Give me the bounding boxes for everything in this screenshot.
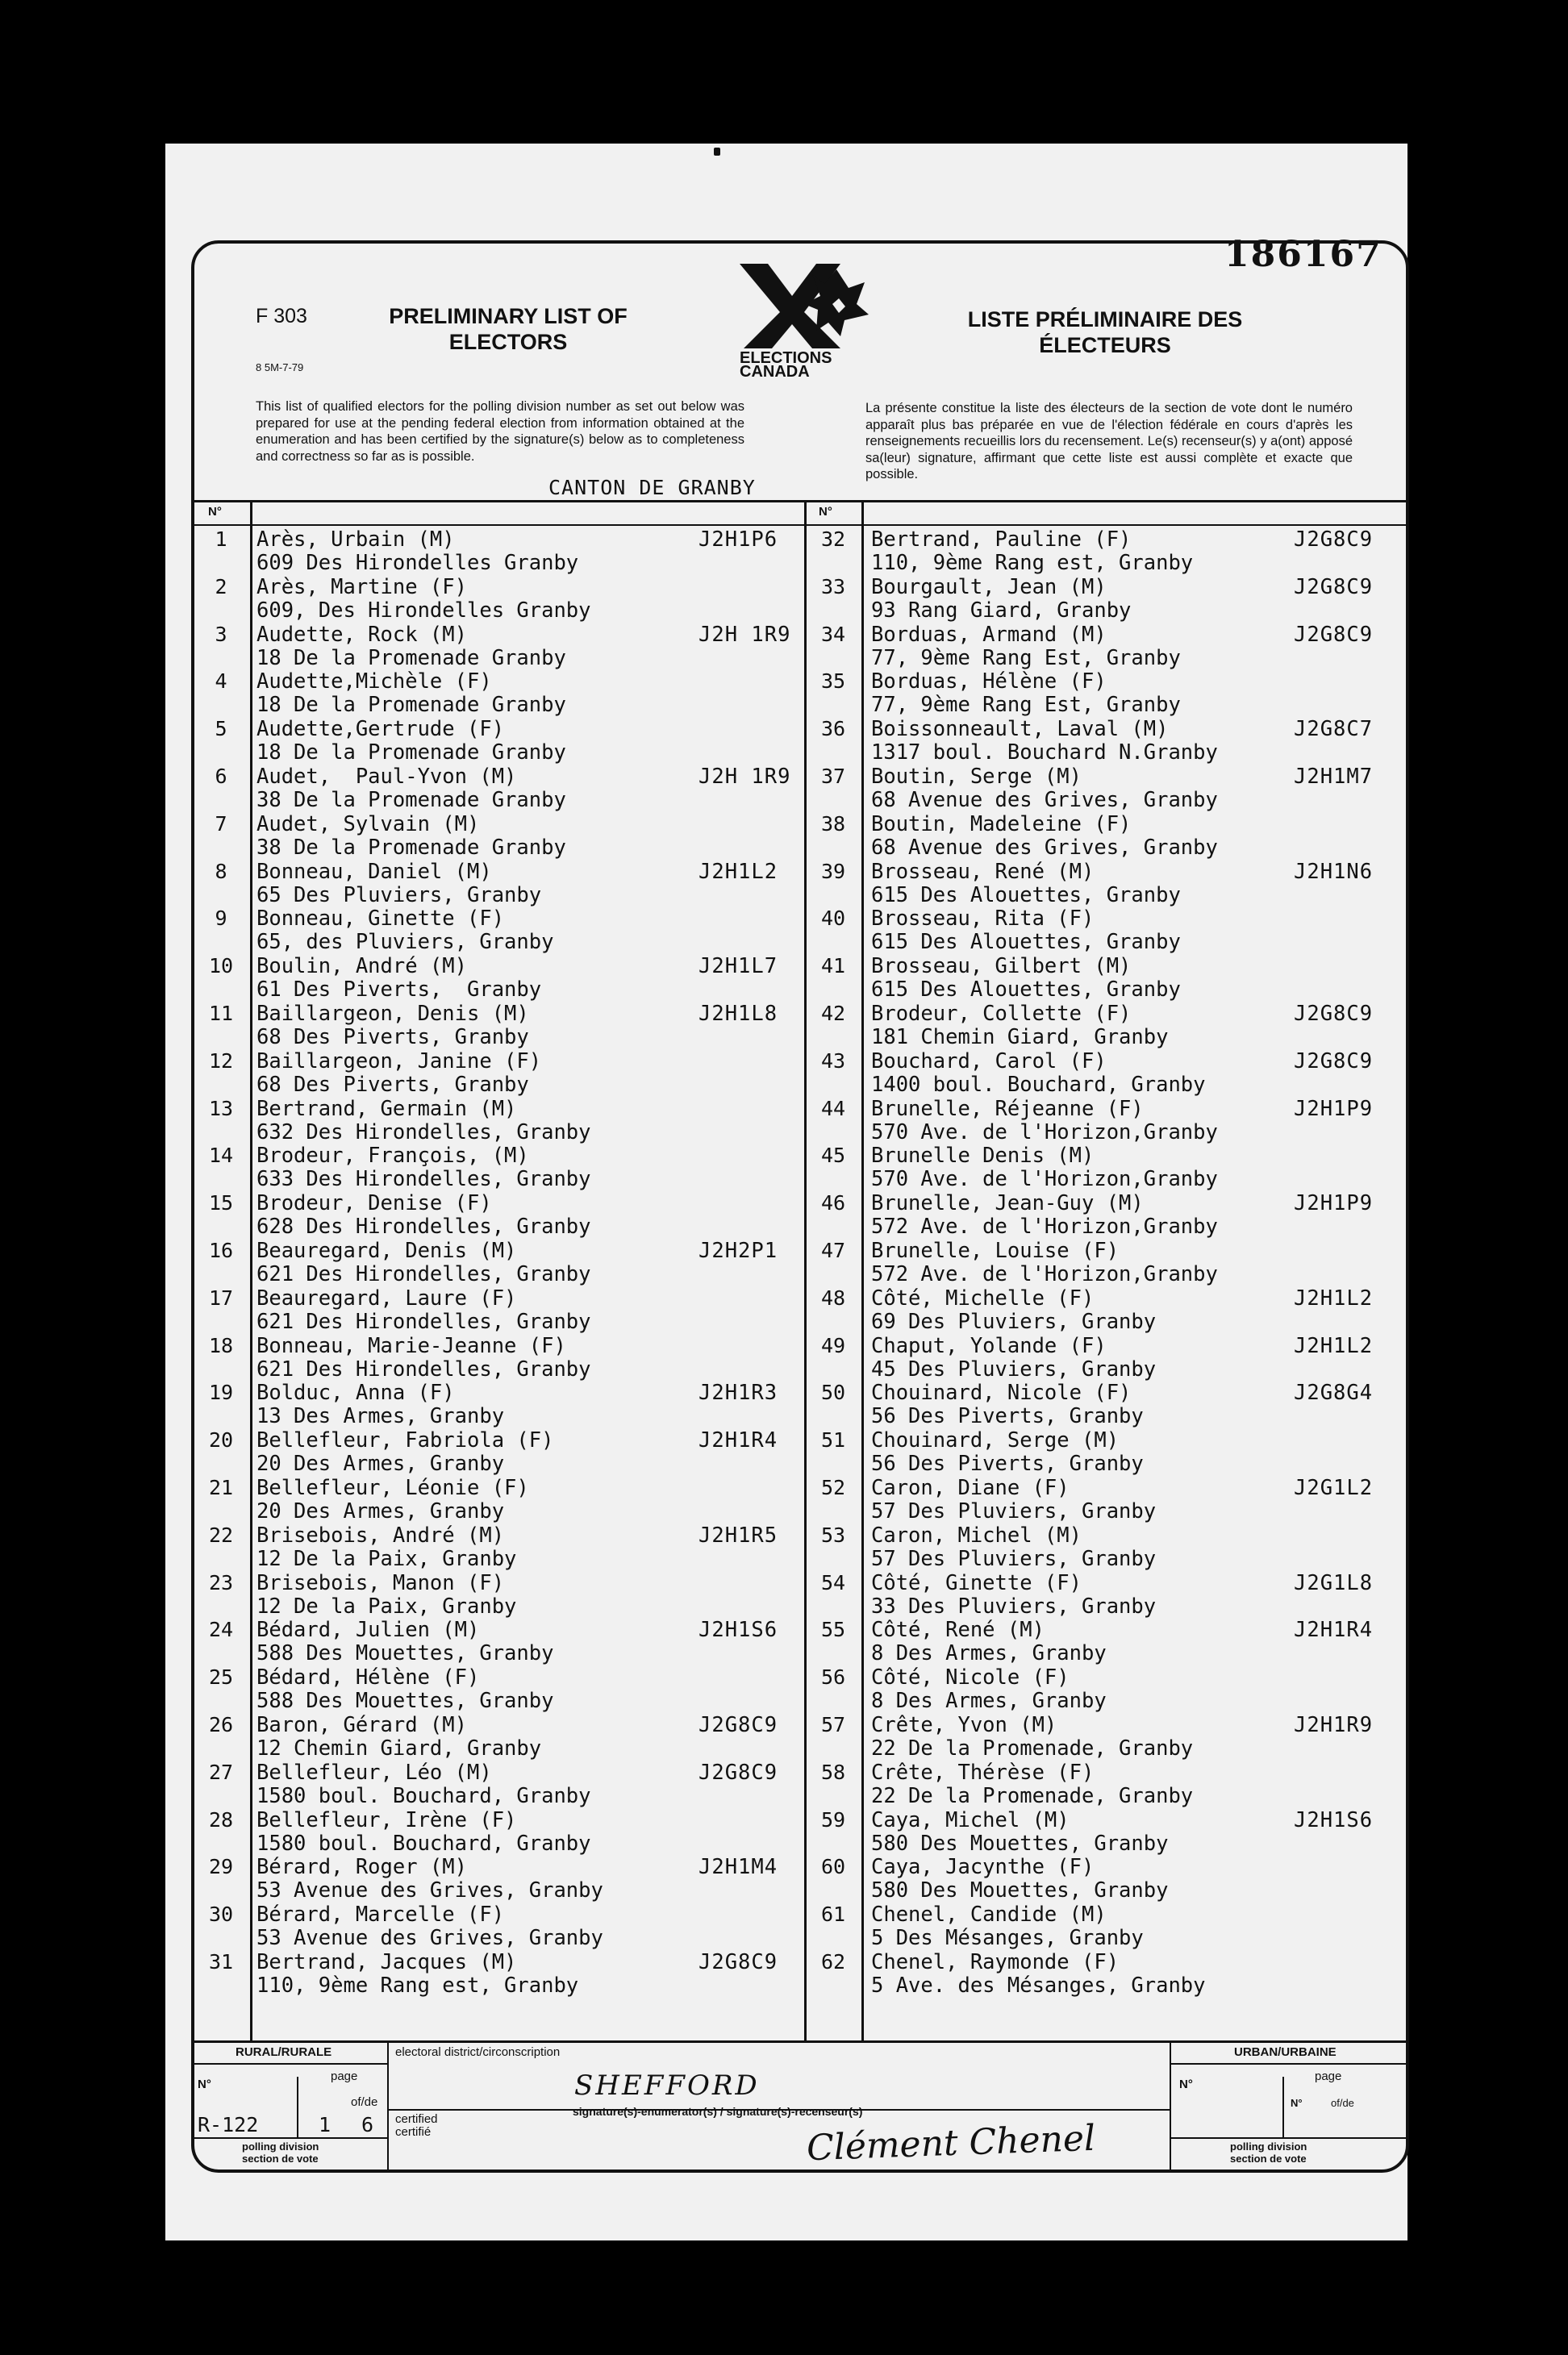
footer-rural-divider	[387, 2040, 389, 2170]
elector-name: Audette, Rock (M)	[256, 622, 467, 647]
postal-code: J2H1L8	[699, 1002, 778, 1026]
footer-rural-bottom-rule	[191, 2137, 387, 2139]
elector-address: 580 Des Mouettes, Granby	[871, 1831, 1169, 1856]
elector-address: 57 Des Pluviers, Granby	[871, 1546, 1157, 1571]
postal-code: J2G8C9	[699, 1760, 778, 1785]
postal-code: J2G8C9	[699, 1713, 778, 1737]
elector-name: Brisebois, Manon (F)	[256, 1570, 505, 1595]
elector-name: Brodeur, François, (M)	[256, 1144, 529, 1169]
elector-name: Arès, Urbain (M)	[256, 527, 455, 552]
entry-number: 26	[208, 1713, 234, 1736]
elector-address: 628 Des Hirondelles, Granby	[256, 1215, 591, 1240]
district-value-handwritten: SHEFFORD	[574, 2069, 760, 2102]
postal-code: J2G8C9	[1294, 574, 1374, 599]
title-english: PRELIMINARY LIST OF ELECTORS	[389, 304, 628, 354]
elector-address: 8 Des Armes, Granby	[871, 1641, 1107, 1666]
elector-address: 61 Des Piverts, Granby	[256, 977, 542, 1002]
elector-name: Caya, Jacynthe (F)	[871, 1855, 1095, 1880]
elector-name: Bonneau, Marie-Jeanne (F)	[256, 1333, 566, 1358]
signature-label: signature(s)-enumerator(s) / signature(s)-recenseur(s)	[573, 2105, 863, 2118]
number-header-left: N°	[208, 505, 222, 519]
entry-number: 23	[208, 1570, 234, 1594]
elector-name: Chaput, Yolande (F)	[871, 1333, 1107, 1358]
entry-number: 9	[215, 907, 227, 931]
entry-number: 8	[215, 859, 227, 883]
elector-address: 93 Rang Giard, Granby	[871, 598, 1132, 623]
page-total: 6	[361, 2113, 374, 2136]
elector-name: Brunelle, Louise (F)	[871, 1239, 1120, 1263]
elector-name: Borduas, Armand (M)	[871, 622, 1107, 647]
elector-address: 8 Des Armes, Granby	[871, 1689, 1107, 1714]
elector-address: 65, des Pluviers, Granby	[256, 930, 554, 955]
elector-name: Audet, Sylvain (M)	[256, 811, 480, 836]
entry-number: 40	[820, 907, 846, 931]
postal-code: J2H1M4	[699, 1855, 778, 1880]
elector-name: Audette,Gertrude (F)	[256, 717, 505, 742]
elector-name: Crête, Thérèse (F)	[871, 1760, 1095, 1785]
title-french: LISTE PRÉLIMINAIRE DES ÉLECTEURS	[967, 307, 1243, 357]
elector-address: 12 De la Paix, Granby	[256, 1594, 517, 1619]
entry-number: 7	[215, 811, 227, 836]
elector-name: Beauregard, Laure (F)	[256, 1286, 517, 1311]
elector-address: 77, 9ème Rang Est, Granby	[871, 693, 1181, 718]
entry-number: 25	[208, 1665, 234, 1690]
elector-address: 5 Ave. des Mésanges, Granby	[871, 1974, 1206, 1998]
footer-urban-page-divider	[1282, 2077, 1284, 2137]
entry-number: 51	[820, 1428, 846, 1453]
rural-number-label: N°	[198, 2078, 211, 2091]
elector-address: 68 Avenue des Grives, Granby	[871, 788, 1218, 812]
elector-address: 22 De la Promenade, Granby	[871, 1783, 1194, 1808]
postal-code: J2H1R4	[1294, 1618, 1374, 1643]
entry-number: 62	[820, 1950, 846, 1974]
rural-of-label: of/de	[351, 2095, 378, 2109]
elector-address: 12 De la Paix, Granby	[256, 1546, 517, 1571]
entry-number: 53	[820, 1523, 846, 1547]
entry-number: 13	[208, 1096, 234, 1120]
entry-number: 49	[820, 1333, 846, 1357]
elector-name: Bédard, Julien (M)	[256, 1618, 480, 1643]
entry-number: 22	[208, 1523, 234, 1547]
elector-name: Bertrand, Jacques (M)	[256, 1950, 517, 1974]
elector-address: 572 Ave. de l'Horizon,Granby	[871, 1215, 1218, 1240]
elector-address: 181 Chemin Giard, Granby	[871, 1025, 1169, 1049]
page-number: 1	[319, 2113, 332, 2136]
elector-address: 53 Avenue des Grives, Granby	[256, 1878, 603, 1903]
urban-number-label-2: N°	[1291, 2097, 1303, 2109]
elector-address: 13 Des Armes, Granby	[256, 1404, 505, 1429]
entry-number: 50	[820, 1381, 846, 1405]
serial-number: 186167	[1224, 234, 1382, 275]
elector-name: Brunelle, Réjeanne (F)	[871, 1096, 1144, 1121]
elector-address: 1580 boul. Bouchard, Granby	[256, 1831, 591, 1856]
intro-french: La présente constitue la liste des électeurs de la section de vote dont le numéro apparaît plus bas préparée en vue de l'élection fédérale en cours d'après les renseignements recueillis lors du recensement. Le(s) recenseur(s) y a(ont) apposé sa(leur) signature, affirmant que cette liste est aussi complète et exacte que possible.	[865, 401, 1353, 481]
table-top-rule-right	[804, 500, 1409, 502]
elector-address: 615 Des Alouettes, Granby	[871, 882, 1181, 907]
elector-address: 110, 9ème Rang est, Granby	[256, 1974, 579, 1998]
postal-code: J2G8C9	[1294, 1002, 1374, 1026]
entry-number: 39	[820, 859, 846, 883]
postal-code: J2H1R5	[699, 1523, 778, 1548]
entry-number: 17	[208, 1286, 234, 1310]
entry-number: 32	[820, 527, 846, 551]
postal-code: J2H1L2	[699, 859, 778, 884]
elector-name: Baron, Gérard (M)	[256, 1713, 467, 1737]
elector-address: 56 Des Piverts, Granby	[871, 1452, 1144, 1477]
elector-name: Côté, Ginette (F)	[871, 1570, 1082, 1595]
elector-address: 45 Des Pluviers, Granby	[871, 1357, 1157, 1382]
elector-address: 18 De la Promenade Granby	[256, 693, 566, 718]
elector-name: Chouinard, Nicole (F)	[871, 1381, 1132, 1406]
certified-label: certified certifié	[395, 2112, 438, 2139]
postal-code: J2H1L2	[1294, 1333, 1374, 1358]
entry-number: 24	[208, 1618, 234, 1642]
elector-address: 77, 9ème Rang Est, Granby	[871, 645, 1181, 670]
postal-code: J2G1L8	[1294, 1570, 1374, 1595]
entry-number: 12	[208, 1048, 234, 1073]
entry-number: 45	[820, 1144, 846, 1168]
form-date: 8 5M-7-79	[256, 361, 304, 373]
elector-name: Chenel, Raymonde (F)	[871, 1950, 1120, 1974]
postal-code: J2H1P6	[699, 527, 778, 552]
elector-address: 621 Des Hirondelles, Granby	[256, 1357, 591, 1382]
postal-code: J2H1R3	[699, 1381, 778, 1406]
elector-address: 33 Des Pluviers, Granby	[871, 1594, 1157, 1619]
district-label: electoral district/circonscription	[395, 2045, 561, 2059]
elector-address: 68 Des Piverts, Granby	[256, 1072, 529, 1097]
postal-code: J2H1S6	[699, 1618, 778, 1643]
footer-urban-rule	[1170, 2063, 1409, 2065]
elector-address: 621 Des Hirondelles, Granby	[256, 1309, 591, 1334]
table-header-rule	[191, 524, 1409, 526]
entry-number: 4	[215, 669, 227, 694]
elector-name: Arès, Martine (F)	[256, 574, 467, 599]
enumerator-signature: Clément Chenel	[806, 2117, 1096, 2170]
elector-address: 572 Ave. de l'Horizon,Granby	[871, 1262, 1218, 1286]
entry-number: 58	[820, 1760, 846, 1784]
elector-name: Bellefleur, Irène (F)	[256, 1807, 517, 1832]
entry-number: 33	[820, 574, 846, 598]
elector-address: 5 Des Mésanges, Granby	[871, 1926, 1144, 1951]
urban-label: URBAN/URBAINE	[1234, 2045, 1337, 2059]
left-number-divider	[250, 500, 252, 2040]
intro-english: This list of qualified electors for the polling division number as set out below was prepared for use at the pending federal election from information obtained at the enumeration and has been certified by the signature(s) below as to completeness and correctness so far as is possible.	[256, 399, 744, 464]
entry-number: 43	[820, 1048, 846, 1073]
postal-code: J2G8C9	[699, 1950, 778, 1974]
elector-address: 1580 boul. Bouchard, Granby	[256, 1783, 591, 1808]
elector-name: Brisebois, André (M)	[256, 1523, 505, 1548]
postal-code: J2H1R9	[1294, 1713, 1374, 1737]
elections-canada-logo	[736, 260, 873, 377]
elector-name: Crête, Yvon (M)	[871, 1713, 1057, 1737]
postal-code: J2H1L7	[699, 954, 778, 979]
entry-number: 41	[820, 954, 846, 978]
elector-name: Chenel, Candide (M)	[871, 1903, 1107, 1928]
entry-number: 5	[215, 717, 227, 741]
postal-code: J2H1N6	[1294, 859, 1374, 884]
postal-code: J2G8C9	[1294, 622, 1374, 647]
entry-number: 59	[820, 1807, 846, 1832]
elector-name: Boutin, Serge (M)	[871, 765, 1082, 789]
footer-urban-divider	[1170, 2040, 1171, 2170]
elector-address: 588 Des Mouettes, Granby	[256, 1689, 554, 1714]
elector-address: 588 Des Mouettes, Granby	[256, 1641, 554, 1666]
elector-name: Brodeur, Denise (F)	[256, 1191, 492, 1216]
postal-code: J2H1L2	[1294, 1286, 1374, 1311]
number-header-right: N°	[819, 505, 832, 519]
entry-number: 46	[820, 1191, 846, 1215]
elector-address: 110, 9ème Rang est, Granby	[871, 551, 1194, 575]
entry-number: 29	[208, 1855, 234, 1879]
postal-code: J2G8C9	[1294, 1048, 1374, 1073]
entry-number: 48	[820, 1286, 846, 1310]
elector-name: Beauregard, Denis (M)	[256, 1239, 517, 1263]
elector-name: Bolduc, Anna (F)	[256, 1381, 455, 1406]
elector-name: Chouinard, Serge (M)	[871, 1428, 1120, 1453]
entry-number: 10	[208, 954, 234, 978]
form-number: F 303	[256, 305, 307, 327]
urban-page-label: page	[1315, 2069, 1342, 2083]
entry-number: 36	[820, 717, 846, 741]
logo-text-elections: ELECTIONS	[740, 349, 832, 367]
elector-name: Bonneau, Daniel (M)	[256, 859, 492, 884]
entry-number: 37	[820, 765, 846, 788]
elector-address: 580 Des Mouettes, Granby	[871, 1878, 1169, 1903]
elector-address: 609 Des Hirondelles Granby	[256, 551, 579, 575]
elector-name: Audette,Michèle (F)	[256, 669, 492, 694]
entry-number: 44	[820, 1096, 846, 1120]
elector-address: 609, Des Hirondelles Granby	[256, 598, 591, 623]
urban-number-label: N°	[1179, 2078, 1193, 2091]
footer-urban-bottom-rule	[1170, 2137, 1409, 2139]
elector-name: Brunelle Denis (M)	[871, 1144, 1095, 1169]
center-divider	[804, 500, 807, 2040]
elector-name: Audet, Paul-Yvon (M)	[256, 765, 517, 789]
postal-code: J2H1P9	[1294, 1191, 1374, 1216]
entry-number: 11	[208, 1002, 234, 1025]
elector-address: 20 Des Armes, Granby	[256, 1499, 505, 1523]
elector-address: 633 Des Hirondelles, Granby	[256, 1167, 591, 1192]
entry-number: 47	[820, 1239, 846, 1262]
elector-name: Bouchard, Carol (F)	[871, 1048, 1107, 1073]
postal-code: J2H1R4	[699, 1428, 778, 1453]
elector-address: 615 Des Alouettes, Granby	[871, 930, 1181, 955]
elector-address: 22 De la Promenade, Granby	[871, 1736, 1194, 1761]
elector-name: Brosseau, René (M)	[871, 859, 1095, 884]
entry-number: 57	[820, 1713, 846, 1736]
elector-name: Bellefleur, Léonie (F)	[256, 1476, 529, 1500]
entry-number: 1	[215, 527, 227, 551]
elector-name: Côté, René (M)	[871, 1618, 1045, 1643]
elector-name: Côté, Nicole (F)	[871, 1665, 1070, 1690]
elector-name: Borduas, Hélène (F)	[871, 669, 1107, 694]
entry-number: 18	[208, 1333, 234, 1357]
urban-of-label: of/de	[1331, 2097, 1354, 2109]
postal-code: J2H 1R9	[699, 622, 791, 647]
footer-rural-page-divider	[297, 2077, 298, 2137]
elector-name: Baillargeon, Denis (M)	[256, 1002, 529, 1026]
elector-name: Bertrand, Pauline (F)	[871, 527, 1132, 552]
entry-number: 6	[215, 765, 227, 788]
punch-mark	[714, 148, 720, 156]
elector-address: 621 Des Hirondelles, Granby	[256, 1262, 591, 1286]
elector-address: 1317 boul. Bouchard N.Granby	[871, 740, 1218, 765]
elector-name: Caya, Michel (M)	[871, 1807, 1070, 1832]
elector-name: Brodeur, Collette (F)	[871, 1002, 1132, 1026]
entry-number: 15	[208, 1191, 234, 1215]
elector-name: Côté, Michelle (F)	[871, 1286, 1095, 1311]
postal-code: J2G8C7	[1294, 717, 1374, 742]
elector-address: 570 Ave. de l'Horizon,Granby	[871, 1119, 1218, 1144]
postal-code: J2H2P1	[699, 1239, 778, 1263]
elector-name: Caron, Michel (M)	[871, 1523, 1082, 1548]
postal-code: J2G1L2	[1294, 1476, 1374, 1500]
entry-number: 54	[820, 1570, 846, 1594]
elector-name: Brunelle, Jean-Guy (M)	[871, 1191, 1144, 1216]
elector-name: Bérard, Marcelle (F)	[256, 1903, 505, 1928]
postal-code: J2G8G4	[1294, 1381, 1374, 1406]
elector-name: Brosseau, Gilbert (M)	[871, 954, 1132, 979]
entry-number: 21	[208, 1476, 234, 1499]
elector-address: 12 Chemin Giard, Granby	[256, 1736, 542, 1761]
polling-division-label-urban: polling division section de vote	[1230, 2140, 1307, 2165]
postal-code: J2H1P9	[1294, 1096, 1374, 1121]
entry-number: 31	[208, 1950, 234, 1974]
entry-number: 19	[208, 1381, 234, 1405]
elector-address: 632 Des Hirondelles, Granby	[256, 1119, 591, 1144]
rural-label: RURAL/RURALE	[236, 2045, 332, 2059]
elector-name: Brosseau, Rita (F)	[871, 907, 1095, 932]
rural-page-label: page	[331, 2069, 358, 2083]
elector-address: 56 Des Piverts, Granby	[871, 1404, 1144, 1429]
elector-name: Bertrand, Germain (M)	[256, 1096, 517, 1121]
elector-name: Bourgault, Jean (M)	[871, 574, 1107, 599]
elector-address: 53 Avenue des Grives, Granby	[256, 1926, 603, 1951]
entry-number: 27	[208, 1760, 234, 1784]
elector-address: 20 Des Armes, Granby	[256, 1452, 505, 1477]
elector-address: 69 Des Pluviers, Granby	[871, 1309, 1157, 1334]
entry-number: 52	[820, 1476, 846, 1499]
polling-division-number: R-122	[198, 2113, 259, 2136]
elector-address: 570 Ave. de l'Horizon,Granby	[871, 1167, 1218, 1192]
entry-number: 2	[215, 574, 227, 598]
postal-code: J2G8C9	[1294, 527, 1374, 552]
table-top-rule-left	[191, 500, 804, 502]
logo-text-canada: CANADA	[740, 363, 810, 377]
elector-address: 18 De la Promenade Granby	[256, 740, 566, 765]
elector-address: 57 Des Pluviers, Granby	[871, 1499, 1157, 1523]
entry-number: 35	[820, 669, 846, 694]
elector-name: Baillargeon, Janine (F)	[256, 1048, 542, 1073]
postal-code: J2H1M7	[1294, 765, 1374, 789]
postal-code: J2H 1R9	[699, 765, 791, 789]
postal-code: J2H1S6	[1294, 1807, 1374, 1832]
entry-number: 60	[820, 1855, 846, 1879]
elector-address: 1400 boul. Bouchard, Granby	[871, 1072, 1206, 1097]
footer-rural-rule	[191, 2063, 387, 2065]
elector-address: 68 Avenue des Grives, Granby	[871, 835, 1218, 860]
entry-number: 3	[215, 622, 227, 646]
elector-address: 38 De la Promenade Granby	[256, 788, 566, 812]
elector-address: 38 De la Promenade Granby	[256, 835, 566, 860]
polling-division-label-rural: polling division section de vote	[242, 2140, 319, 2165]
entry-number: 28	[208, 1807, 234, 1832]
entry-number: 34	[820, 622, 846, 646]
elector-address: 18 De la Promenade Granby	[256, 645, 566, 670]
canton-name: CANTON DE GRANBY	[548, 476, 756, 499]
entry-number: 20	[208, 1428, 234, 1453]
entry-number: 42	[820, 1002, 846, 1025]
elector-name: Boulin, André (M)	[256, 954, 467, 979]
entry-number: 61	[820, 1903, 846, 1927]
elector-name: Bellefleur, Léo (M)	[256, 1760, 492, 1785]
footer-top-rule	[191, 2040, 1409, 2043]
entry-number: 16	[208, 1239, 234, 1262]
elector-name: Boissonneault, Laval (M)	[871, 717, 1169, 742]
entry-number: 30	[208, 1903, 234, 1927]
entry-number: 38	[820, 811, 846, 836]
elector-address: 65 Des Pluviers, Granby	[256, 882, 542, 907]
elector-name: Bérard, Roger (M)	[256, 1855, 467, 1880]
elector-name: Caron, Diane (F)	[871, 1476, 1070, 1500]
entry-number: 56	[820, 1665, 846, 1690]
elector-name: Bédard, Hélène (F)	[256, 1665, 480, 1690]
elector-address: 615 Des Alouettes, Granby	[871, 977, 1181, 1002]
elector-name: Boutin, Madeleine (F)	[871, 811, 1132, 836]
elector-name: Bellefleur, Fabriola (F)	[256, 1428, 554, 1453]
right-number-divider	[861, 500, 864, 2040]
elector-name: Bonneau, Ginette (F)	[256, 907, 505, 932]
entry-number: 55	[820, 1618, 846, 1642]
elector-address: 68 Des Piverts, Granby	[256, 1025, 529, 1049]
entry-number: 14	[208, 1144, 234, 1168]
